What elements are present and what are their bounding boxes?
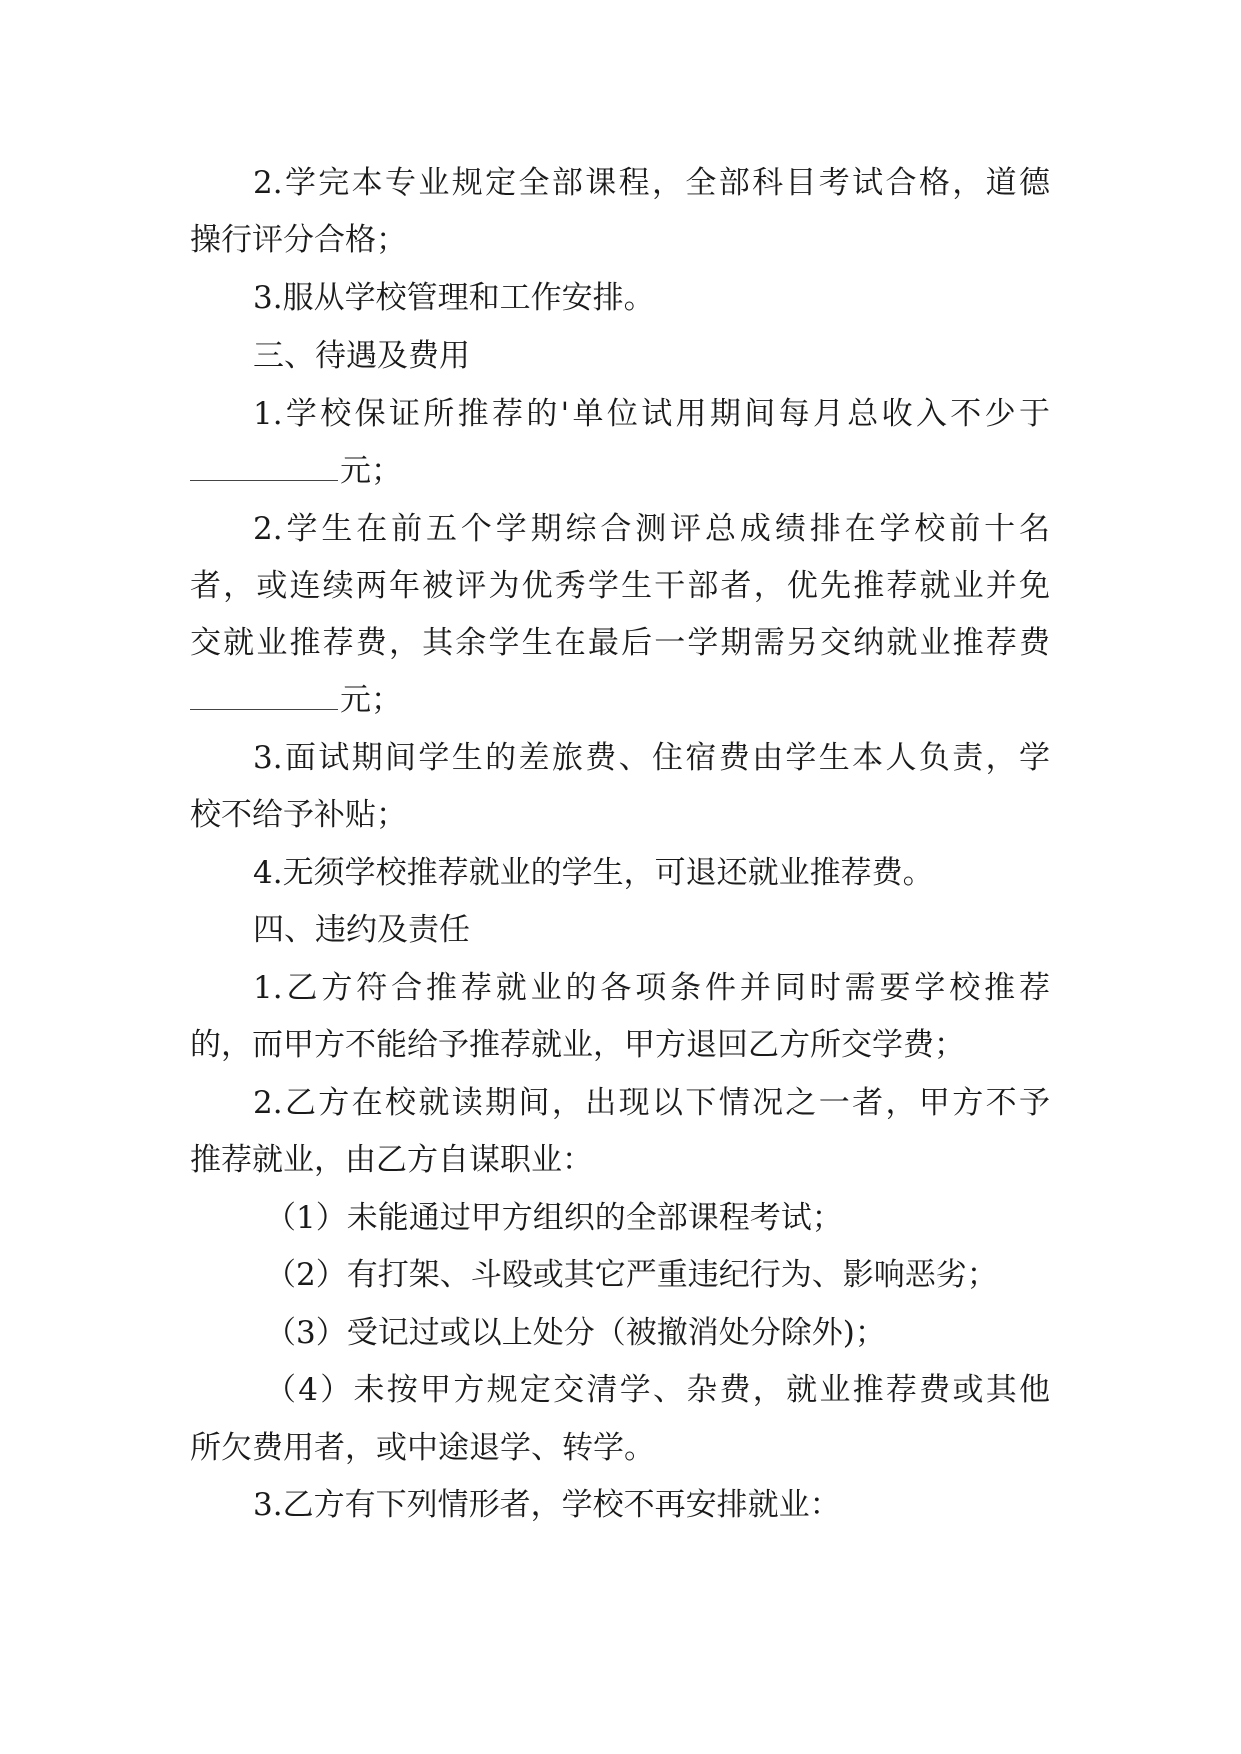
paragraph-line: 1.学校保证所推荐的'单位试用期间每月总收入不少于 xyxy=(253,396,1050,432)
list-item: （4）未按甲方规定交清学、杂费，就业推荐费或其他 xyxy=(265,1372,1050,1408)
paragraph-line: 1.乙方符合推荐就业的各项条件并同时需要学校推荐 xyxy=(253,970,1050,1006)
section-heading: 四、违约及责任 xyxy=(253,912,470,948)
list-item: （1）未能通过甲方组织的全部课程考试； xyxy=(265,1200,843,1236)
paragraph-line: 4.无须学校推荐就业的学生，可退还就业推荐费。 xyxy=(253,855,934,891)
paragraph-line: 推荐就业，由乙方自谋职业： xyxy=(190,1142,593,1178)
paragraph-line: 3.面试期间学生的差旅费、住宿费由学生本人负责，学 xyxy=(253,740,1050,776)
fill-in-blank xyxy=(190,450,338,481)
paragraph-line xyxy=(190,442,1050,500)
paragraph-line: 者，或连续两年被评为优秀学生干部者，优先推荐就业并免 xyxy=(190,568,1050,604)
paragraph-line: 交就业推荐费，其余学生在最后一学期需另交纳就业推荐费 xyxy=(190,625,1050,661)
paragraph-line: 2.乙方在校就读期间，出现以下情况之一者，甲方不予 xyxy=(253,1085,1050,1121)
paragraph-line: 所欠费用者，或中途退学、转学。 xyxy=(190,1430,655,1466)
paragraph-line: 2.学完本专业规定全部课程，全部科目考试合格，道德 xyxy=(253,165,1050,201)
blank-suffix: 元； xyxy=(340,682,402,718)
paragraph-line: 2.学生在前五个学期综合测评总成绩排在学校前十名 xyxy=(253,511,1050,547)
blank-suffix: 元； xyxy=(340,453,402,489)
fill-in-blank xyxy=(190,679,338,710)
list-item: （3）受记过或以上处分（被撤消处分除外)； xyxy=(265,1315,886,1351)
paragraph-line: 3.乙方有下列情形者，学校不再安排就业： xyxy=(253,1487,841,1523)
paragraph-line: 校不给予补贴； xyxy=(190,797,407,833)
paragraph-line: 3.服从学校管理和工作安排。 xyxy=(253,280,655,316)
paragraph-line: 的，而甲方不能给予推荐就业，甲方退回乙方所交学费； xyxy=(190,1027,965,1063)
paragraph-line: 操行评分合格； xyxy=(190,222,407,258)
list-item: （2）有打架、斗殴或其它严重违纪行为、影响恶劣； xyxy=(265,1257,998,1293)
paragraph-line xyxy=(190,671,1050,729)
section-heading: 三、待遇及费用 xyxy=(253,338,470,374)
